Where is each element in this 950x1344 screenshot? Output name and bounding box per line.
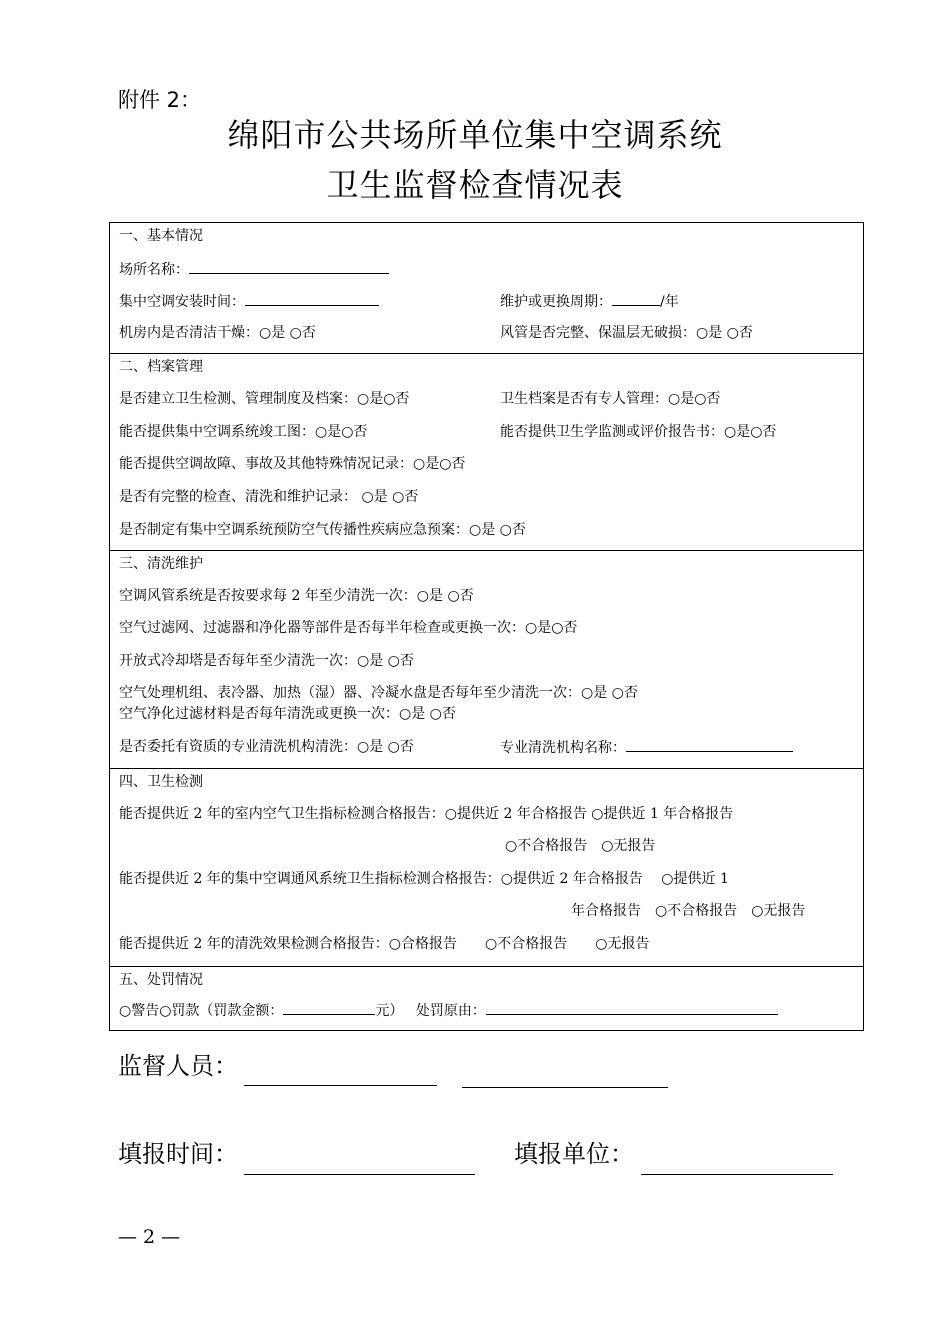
testing-q2[interactable]: 能否提供近 2 年的集中空调通风系统卫生指标检测合格报告：○提供近 2 年合格报告 ○提供近 1 — [119, 871, 729, 887]
penalty-reason-blank[interactable] — [486, 1000, 778, 1015]
fill-time-blank[interactable] — [244, 1174, 475, 1175]
archive-q3[interactable]: 能否提供集中空调系统竣工图：○是○否 — [119, 424, 368, 440]
install-time-field[interactable] — [119, 291, 379, 312]
venue-name-blank[interactable] — [189, 259, 389, 274]
section-heading: 五、处罚情况 — [119, 972, 203, 988]
duct-intact-question[interactable]: 风管是否完整、保温层无破损：○是 ○否 — [500, 325, 753, 341]
maint-cycle-field[interactable] — [500, 291, 679, 312]
install-time-label: 集中空调安装时间： — [119, 294, 245, 310]
fill-unit-label: 填报单位： — [514, 1140, 634, 1168]
section-heading: 三、清洗维护 — [119, 556, 203, 572]
fill-time-label: 填报时间： — [118, 1140, 238, 1168]
testing-q1[interactable]: 能否提供近 2 年的室内空气卫生指标检测合格报告：○提供近 2 年合格报告 ○提供近 1 年合格报告 — [119, 806, 734, 822]
section-testing — [110, 769, 863, 967]
cleaning-q5[interactable]: 空气净化过滤材料是否每年清洗或更换一次：○是 ○否 — [119, 706, 456, 722]
section-cleaning — [110, 551, 863, 769]
section-heading: 二、档案管理 — [119, 359, 203, 375]
testing-q3[interactable]: 能否提供近 2 年的清洗效果检测合格报告：○合格报告 ○不合格报告 ○无报告 — [119, 936, 650, 952]
penalty-options[interactable]: ○警告○罚款（罚款金额： — [119, 1003, 284, 1019]
penalty-unit: 元） — [375, 1003, 404, 1019]
maint-cycle-label: 维护或更换周期： — [500, 294, 612, 310]
inspection-form — [109, 222, 864, 1031]
maint-cycle-blank[interactable] — [612, 291, 660, 306]
install-time-blank[interactable] — [245, 291, 379, 306]
section-heading: 四、卫生检测 — [119, 774, 203, 790]
section-penalty — [110, 967, 863, 1030]
testing-q2-continued[interactable]: 年合格报告 ○不合格报告 ○无报告 — [571, 903, 806, 919]
fill-unit-blank[interactable] — [641, 1174, 833, 1175]
cleaning-agency-label: 专业清洗机构名称： — [500, 740, 626, 756]
testing-q1-continued[interactable]: ○不合格报告 ○无报告 — [505, 838, 656, 854]
cleaning-agency-blank[interactable] — [626, 737, 793, 752]
section-heading: 一、基本情况 — [119, 228, 203, 244]
cleaning-q3[interactable]: 开放式冷却塔是否每年至少清洗一次：○是 ○否 — [119, 653, 414, 669]
archive-q4[interactable]: 能否提供卫生学监测或评价报告书：○是○否 — [500, 424, 777, 440]
cleaning-q2[interactable]: 空气过滤网、过滤器和净化器等部件是否每半年检查或更换一次：○是○否 — [119, 620, 578, 636]
penalty-field[interactable] — [119, 1000, 778, 1021]
cleaning-agency-field[interactable] — [500, 737, 793, 758]
section-archive — [110, 354, 863, 551]
supervisor-label: 监督人员： — [118, 1052, 238, 1080]
cleaning-q6[interactable]: 是否委托有资质的专业清洗机构清洗：○是 ○否 — [119, 739, 414, 755]
cleaning-q1[interactable]: 空调风管系统是否按要求每 2 年至少清洗一次：○是 ○否 — [119, 588, 474, 604]
title-line-1: 绵阳市公共场所单位集中空调系统 — [227, 116, 723, 154]
archive-q6[interactable]: 是否有完整的检查、清洗和维护记录： ○是 ○否 — [119, 489, 419, 505]
venue-name-label: 场所名称： — [119, 262, 189, 278]
title-line-2: 卫生监督检查情况表 — [326, 166, 624, 204]
supervisor-blank-1[interactable] — [244, 1085, 437, 1086]
archive-q2[interactable]: 卫生档案是否有专人管理：○是○否 — [500, 391, 721, 407]
machine-room-question[interactable]: 机房内是否清洁干燥：○是 ○否 — [119, 325, 316, 341]
archive-q5[interactable]: 能否提供空调故障、事故及其他特殊情况记录：○是○否 — [119, 456, 466, 472]
section-basic — [110, 223, 863, 354]
maint-cycle-unit: /年 — [660, 294, 679, 310]
page-number: — 2 — — [118, 1226, 181, 1248]
attachment-label: 附件 2： — [118, 88, 202, 112]
archive-q7[interactable]: 是否制定有集中空调系统预防空气传播性疾病应急预案：○是 ○否 — [119, 522, 526, 538]
penalty-reason-label: 处罚原由： — [415, 1003, 486, 1019]
venue-name-field[interactable] — [119, 259, 389, 280]
cleaning-q4[interactable]: 空气处理机组、表冷器、加热（湿）器、冷凝水盘是否每年至少清洗一次：○是 ○否 — [119, 685, 638, 701]
archive-q1[interactable]: 是否建立卫生检测、管理制度及档案：○是○否 — [119, 391, 410, 407]
penalty-amount-blank[interactable] — [283, 1000, 375, 1015]
supervisor-blank-2[interactable] — [462, 1087, 668, 1088]
